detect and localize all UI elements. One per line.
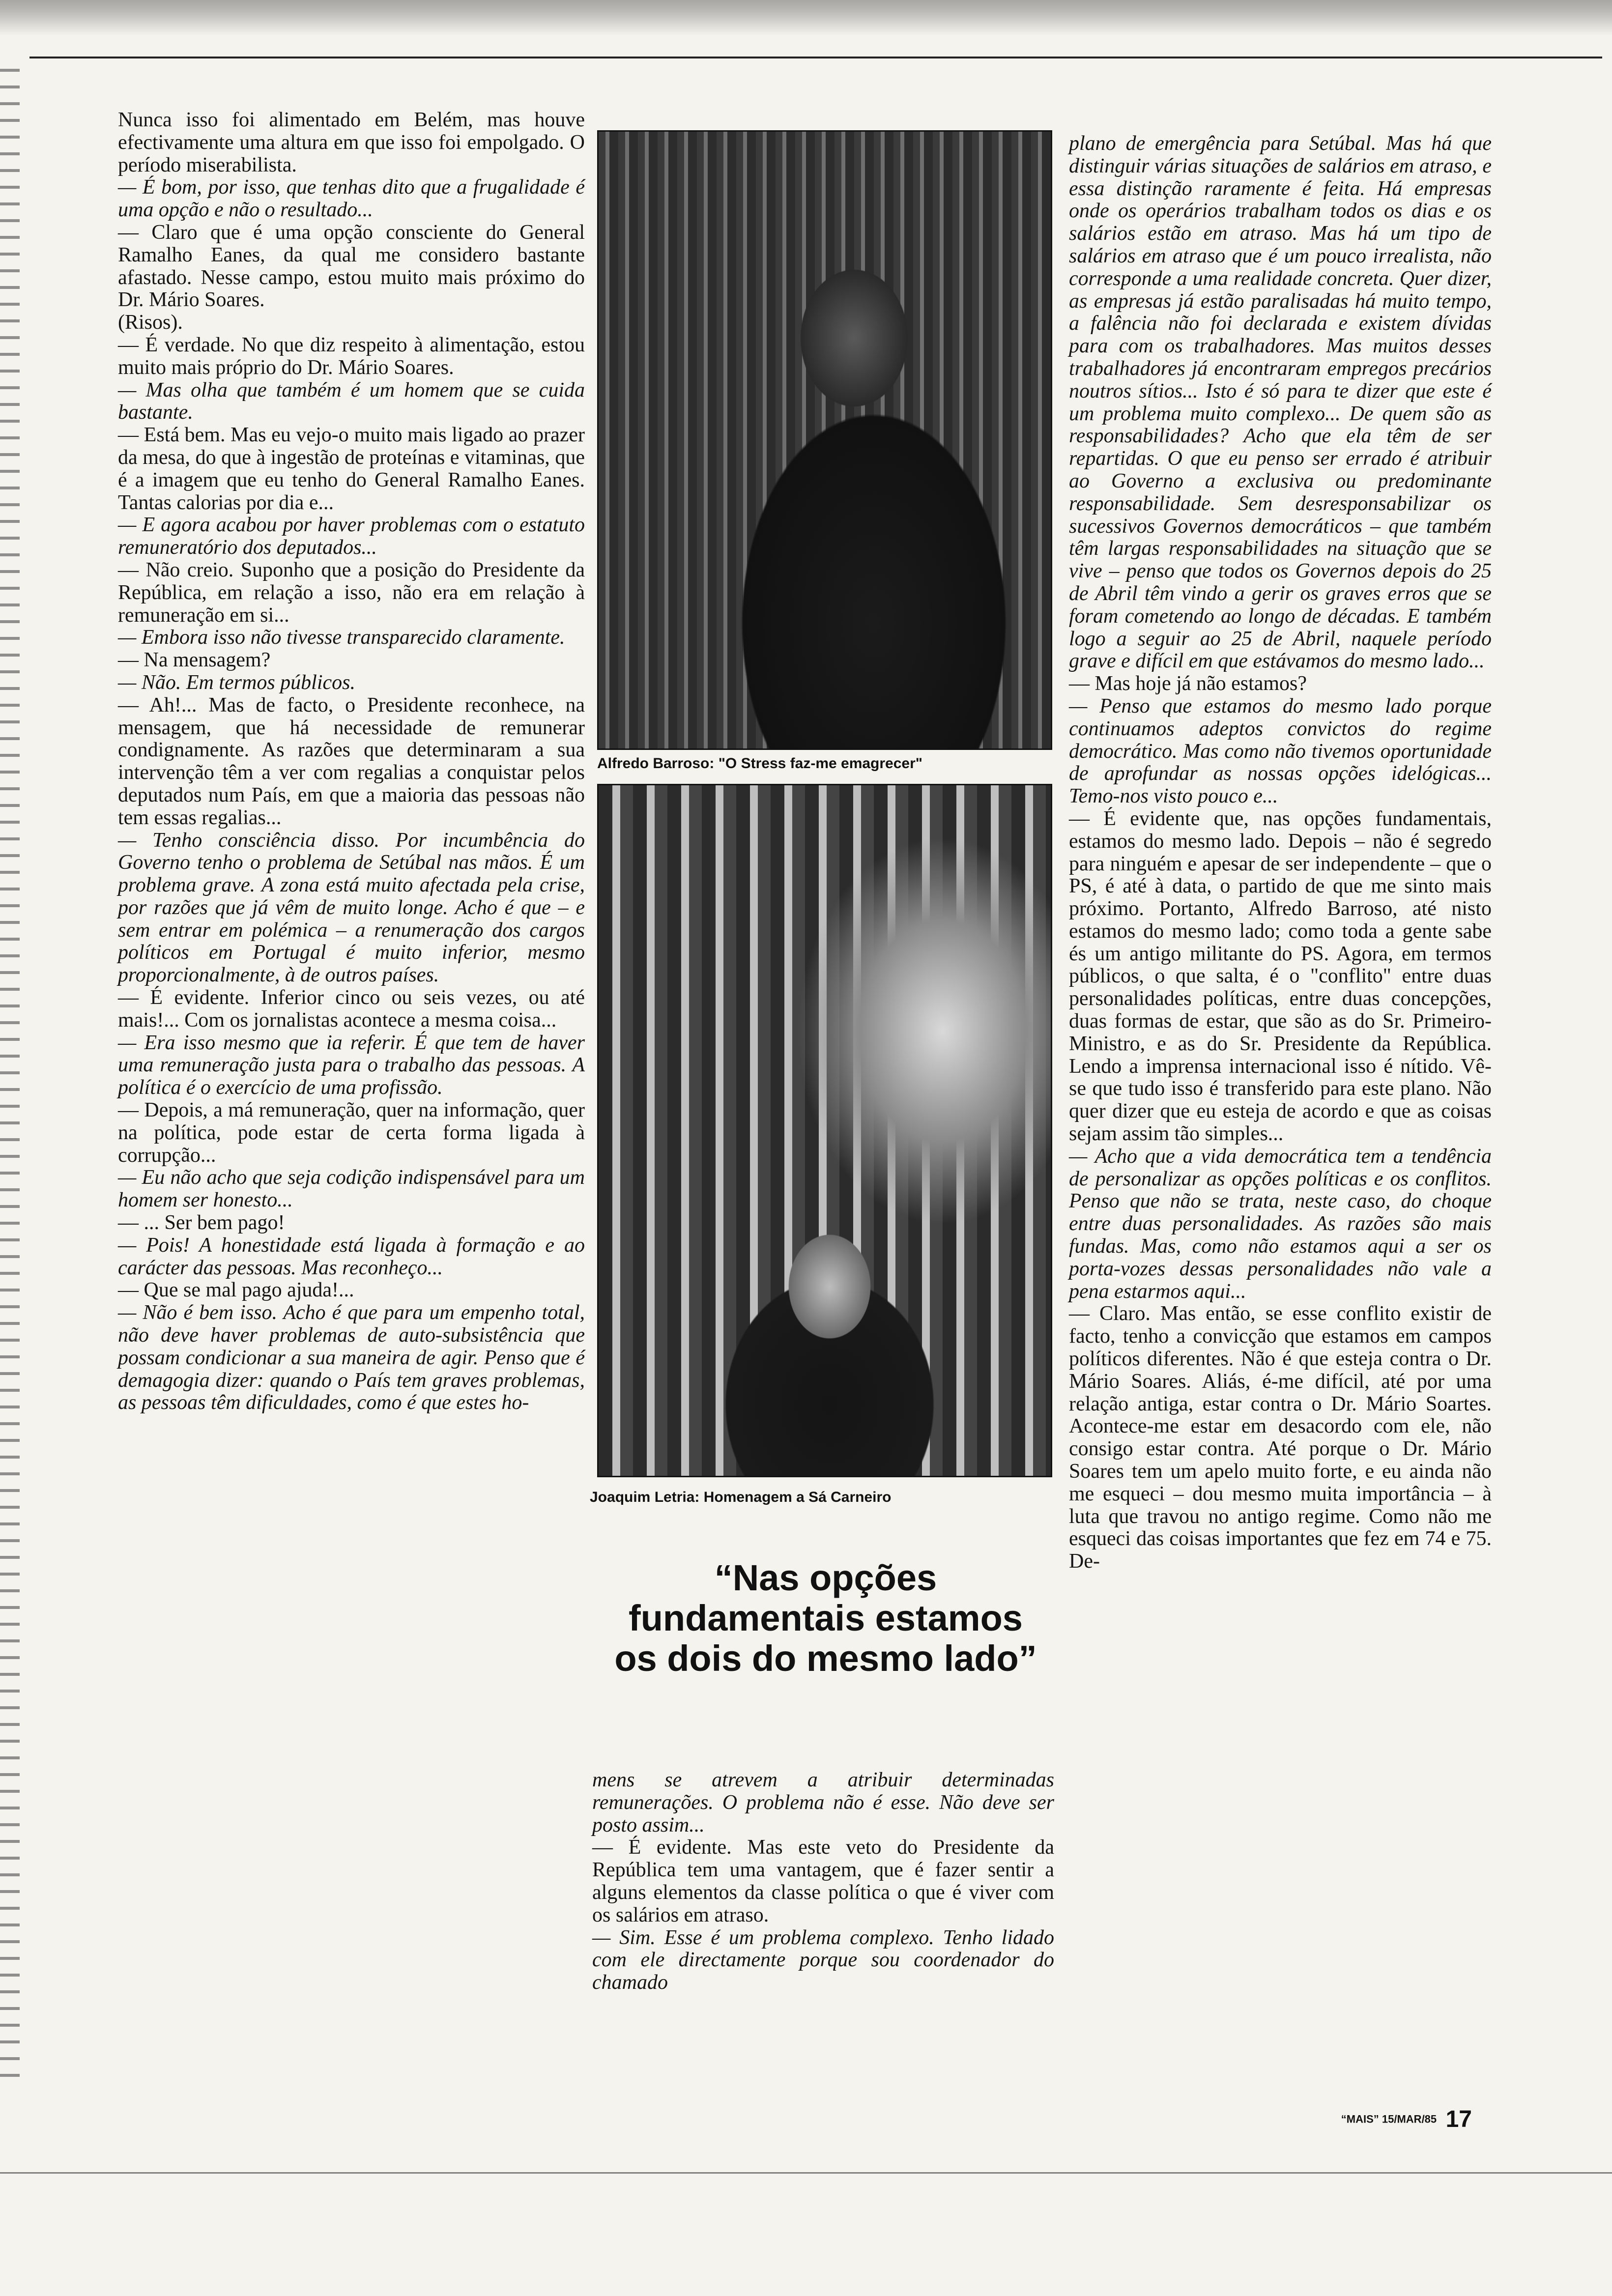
paragraph: — É evidente. Mas este veto do Presidente da República tem uma vantagem, que é fazer sentir a alguns elementos da classe política o que é viver com os salários em atraso. xyxy=(592,1836,1054,1926)
paragraph: — É evidente. Inferior cinco ou seis vezes, ou até mais!... Com os jornalistas acontece a mesma coisa... xyxy=(118,986,585,1032)
paragraph: — É evidente que, nas opções fundamentais, estamos do mesmo lado. Depois – não é segredo para ninguém e apesar de ser independente – que o PS, é até à data, o partido de que me sinto mais próximo. Portanto, Alfredo Barroso, até nisto estamos do mesmo lado; como toda a gente sabe és um antigo militante do PS. Agora, em termos públicos, o que salta, é o "conflito" entre duas personalidades políticas, entre duas concepções, duas formas de estar, que são as do Sr. Primeiro-Ministro, e as do Sr. Presidente da República. Lendo a imprensa internacional isso é nítido. Vê-se que tudo isso é transferido para este plano. Não quer dizer que eu esteja de acordo e que as coisas sejam assim tão simples... xyxy=(1069,807,1492,1146)
paragraph: — Não creio. Suponho que a posição do Presidente da República, em relação a isso, não era em relação à remuneração em si... xyxy=(118,558,585,627)
paragraph: — Eu não acho que seja codição indispensável para um homem ser honesto... xyxy=(118,1166,585,1212)
article-column-1 xyxy=(118,109,585,1414)
photo-joaquim-letria xyxy=(597,784,1052,1477)
photo-caption-2: Joaquim Letria: Homenagem a Sá Carneiro xyxy=(590,1489,892,1505)
paragraph: — Penso que estamos do mesmo lado porque continuamos adeptos convictos do regime democrático. Mas como não tivemos oportunidade de aprofundar as nossas opções idelógicas... Temo-nos visto pouco e... xyxy=(1069,694,1492,808)
paragraph: — Depois, a má remuneração, quer na informação, quer na política, pode estar de certa forma ligada à corrupção... xyxy=(118,1099,585,1167)
paragraph: — É bom, por isso, que tenhas dito que a frugalidade é uma opção e não o resultado... xyxy=(118,176,585,222)
paragraph: — Está bem. Mas eu vejo-o muito mais ligado ao prazer da mesa, do que à ingestão de proteínas e vitaminas, que é a imagem que eu tenho do General Ramalho Eanes. Tantas calorias por dia e... xyxy=(118,424,585,514)
paragraph: — É verdade. No que diz respeito à alimentação, estou muito mais próprio do Dr. Mário Soares. xyxy=(118,333,585,379)
paragraph: Nunca isso foi alimentado em Belém, mas houve efectivamente uma altura em que isso foi empolgado. O período miserabilista. xyxy=(118,109,585,176)
paragraph: (Risos). xyxy=(118,311,183,334)
pull-quote-headline: “Nas opções fundamentais estamos os dois do mesmo lado” xyxy=(614,1557,1037,1679)
paragraph: — Tenho consciência disso. Por incumbência do Governo tenho o problema de Setúbal nas mãos. É um problema grave. A zona está muito afectada pela crise, por razões que já vêm de muito longe. Acho é que – e sem entrar em polémica – a renumeração dos cargos políticos em Portugal é muito inferior, mesmo proporcionalmente, à de outros países. xyxy=(118,829,585,987)
bottom-rule xyxy=(0,2172,1612,2174)
paragraph: — Sim. Esse é um problema complexo. Tenho lidado com ele directamente porque sou coordenador do chamado xyxy=(592,1926,1054,1994)
paragraph: — Mas olha que também é um homem que se cuida bastante. xyxy=(118,378,585,424)
paragraph: — Não é bem isso. Acho é que para um empenho total, não deve haver problemas de auto-subsistência que possam condicionar a sua maneira de agir. Penso que é demagogia dizer: quando o País tem graves problemas, as pessoas têm dificuldades, como é que estes ho- xyxy=(118,1301,585,1414)
paragraph: — Mas hoje já não estamos? xyxy=(1069,672,1307,695)
paragraph: — Claro. Mas então, se esse conflito existir de facto, tenho a convicção que estamos em campos políticos diferentes. Não é que esteja contra o Dr. Mário Soares. Aliás, é-me difícil, até por uma relação antiga, estar contra o Dr. Mário Soartes. Acontece-me estar em desacordo com ele, não consigo estar contra. Até porque o Dr. Mário Soares tem um apelo muito forte, e eu ainda não me esqueci – dou mesmo muita importância – à luta que travou no antigo regime. Como não me esqueci das coisas importantes que fez em 74 e 75. De- xyxy=(1069,1302,1492,1573)
paragraph: — Ah!... Mas de facto, o Presidente reconhece, na mensagem, que há necessidade de remunerar condignamente. As razões que determinaram a sua intervenção têm a ver com regalias a conquistar pelos deputados num País, em que a maioria das pessoas não tem essas regalias... xyxy=(118,693,585,829)
page-footer xyxy=(1341,2106,1472,2133)
paragraph: — ... Ser bem pago! xyxy=(118,1211,285,1234)
photo-alfredo-barroso xyxy=(597,130,1052,750)
page-scan-shadow xyxy=(0,0,1612,59)
binding-edge xyxy=(0,69,20,2084)
magazine-issue: “MAIS” 15/MAR/85 xyxy=(1341,2113,1437,2125)
article-column-3 xyxy=(1069,133,1492,1573)
page-number: 17 xyxy=(1445,2106,1472,2132)
photo-caption-1: Alfredo Barroso: "O Stress faz-me emagrecer" xyxy=(597,755,923,772)
paragraph: — Que se mal pago ajuda!... xyxy=(118,1279,354,1302)
paragraph: — Pois! A honestidade está ligada à formação e ao carácter das pessoas. Mas reconheço... xyxy=(118,1234,585,1279)
paragraph: — Claro que é uma opção consciente do General Ramalho Eanes, da qual me considero bastante afastado. Nesse campo, estou muito mais próximo do Dr. Mário Soares. xyxy=(118,221,585,312)
paragraph: — Era isso mesmo que ia referir. É que tem de haver uma remuneração justa para o trabalho das pessoas. A política é o exercício de uma profissão. xyxy=(118,1031,585,1099)
paragraph: plano de emergência para Setúbal. Mas há que distinguir várias situações de salários em atraso, e essa distinção raramente é feita. Há empresas onde os operários trabalham todos os dias e os salários estão em atraso. Mas há um tipo de salários em atraso que é um pouco irrealista, não corresponde a uma realidade concreta. Quer dizer, as empresas já estão paralisadas há muito tempo, a falência não foi declarada e existem dívidas para com os trabalhadores. Mas muitos desses trabalhadores já encontraram empregos precários noutros sítios... Isto é só para te dizer que este é um problema muito complexo... De quem são as responsabilidades? Acho que ela têm de ser repartidas. O que eu penso ser errado é atribuir ao Governo a exclusiva ou predominante responsabilidade. Sem desresponsabilizar os sucessivos Governos democráticos – que também têm largas responsabilidades na situação que se vive – penso que todos os Governos depois do 25 de Abril têm vindo a gerir os graves erros que se foram cometendo ao longo de décadas. E também logo a seguir ao 25 de Abril, naquele período grave e difícil em que estávamos do mesmo lado... xyxy=(1069,132,1492,673)
top-rule xyxy=(29,57,1602,58)
paragraph: — Na mensagem? xyxy=(118,649,271,672)
paragraph: — E agora acabou por haver problemas com o estatuto remuneratório dos deputados... xyxy=(118,514,585,559)
paragraph: — Não. Em termos públicos. xyxy=(118,671,355,694)
paragraph: mens se atrevem a atribuir determinadas remunerações. O problema não é esse. Não deve ser posto assim... xyxy=(592,1769,1054,1837)
article-column-2 xyxy=(592,1769,1054,1994)
paragraph: — Acho que a vida democrática tem a tendência de personalizar as opções políticas e os conflitos. Penso que não se trata, neste caso, do choque entre duas personalidades. As razões são mais fundas. Mas, como não estamos aqui a ser os porta-vozes dessas personalidades não vale a pena estarmos aqui... xyxy=(1069,1145,1492,1303)
paragraph: — Embora isso não tivesse transparecido claramente. xyxy=(118,626,565,649)
